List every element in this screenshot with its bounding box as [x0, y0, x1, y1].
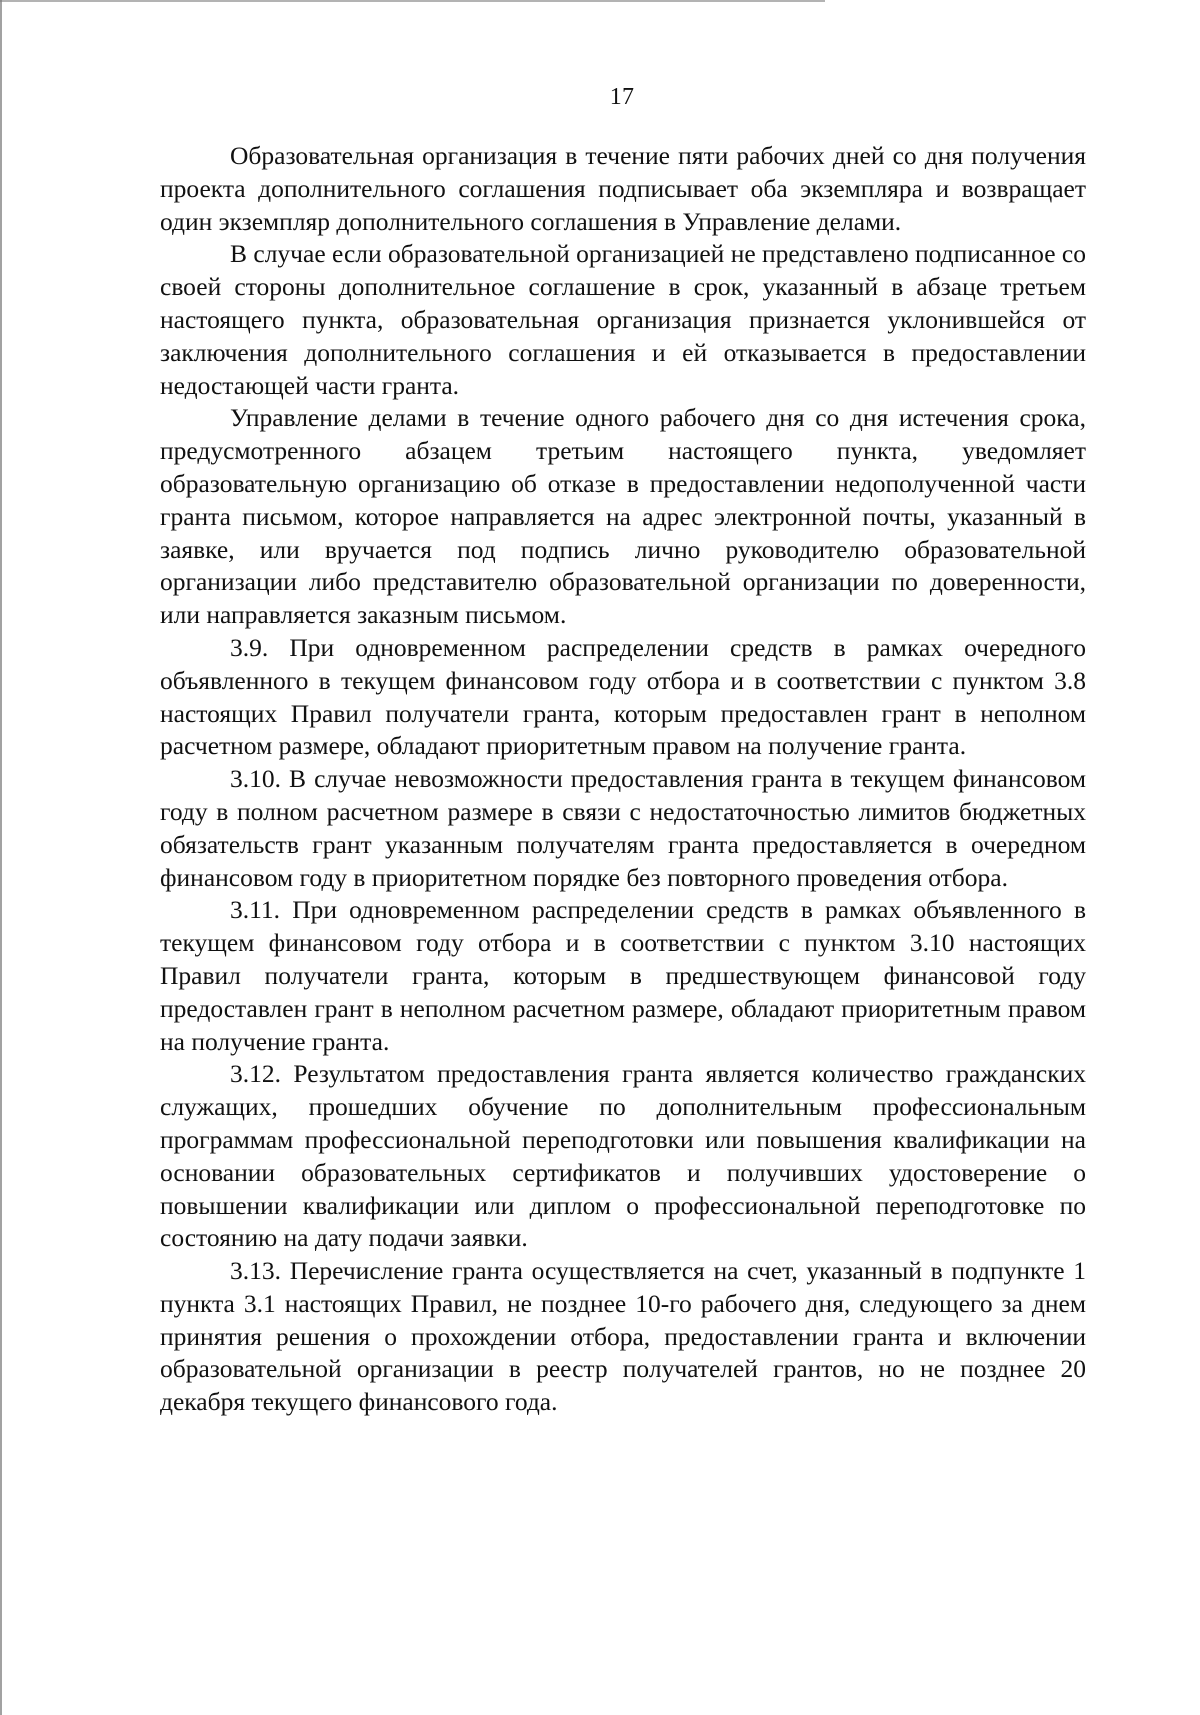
top-scan-edge	[0, 0, 825, 2]
left-scan-edge	[0, 0, 2, 1715]
paragraph-1: Образовательная организация в течение пяти рабочих дней со дня получения проекта дополнительного соглашения подписывает оба экземпляра и возвращает один экземпляр дополнительного соглашения в Управление делами.	[160, 141, 1086, 236]
paragraph-3-12: 3.12. Результатом предоставления гранта является количество гражданских служащих, прошедших обучение по дополнительным профессиональным программам профессиональной переподготовки или повышения квалификации на основании образовательных сертификатов и получивших удостоверение о повышении квалификации или диплом о профессиональной переподготовке по состоянию на дату подачи заявки.	[160, 1059, 1086, 1253]
paragraph-3-13: 3.13. Перечисление гранта осуществляется на счет, указанный в подпункте 1 пункта 3.1 настоящих Правил, не позднее 10-го рабочего дня, следующего за днем принятия решения о прохождении отбора, предоставлении гранта и включении образовательной организации в реестр получателей грантов, но не позднее 20 декабря текущего финансового года.	[160, 1256, 1086, 1417]
paragraph-3: Управление делами в течение одного рабочего дня со дня истечения срока, предусмотренного абзацем третьим настоящего пункта, уведомляет образовательную организацию об отказе в предоставлении недополученной части гранта письмом, которое направляется на адрес электронной почты, указанный в заявке, или вручается под подпись лично руководителю образовательной организации либо представителю образовательной организации по доверенности, или направляется заказным письмом.	[160, 403, 1086, 630]
paragraph-3-11: 3.11. При одновременном распределении средств в рамках объявленного в текущем финансовом году отбора и в соответствии с пунктом 3.10 настоящих Правил получатели гранта, которым в предшествующем финансовой году предоставлен грант в неполном расчетном размере, обладают приоритетным правом на получение гранта.	[160, 895, 1086, 1056]
page-number: 17	[609, 84, 635, 110]
paragraph-3-10: 3.10. В случае невозможности предоставления гранта в текущем финансовом году в полном расчетном размере в связи с недостаточностью лимитов бюджетных обязательств грант указанным получателям гранта предоставляется в очередном финансовом году в приоритетном порядке без повторного проведения отбора.	[160, 764, 1086, 892]
paragraph-2: В случае если образовательной организацией не представлено подписанное со своей стороны дополнительное соглашение в срок, указанный в абзаце третьем настоящего пункта, образовательная организация признается уклонившейся от заключения дополнительного соглашения и ей отказывается в предоставлении недостающей части гранта.	[160, 239, 1086, 400]
paragraph-3-9: 3.9. При одновременном распределении средств в рамках очередного объявленного в текущем финансовом году отбора и в соответствии с пунктом 3.8 настоящих Правил получатели гранта, которым предоставлен грант в неполном расчетном размере, обладают приоритетным правом на получение гранта.	[160, 632, 1086, 761]
document-body	[160, 140, 1086, 1419]
